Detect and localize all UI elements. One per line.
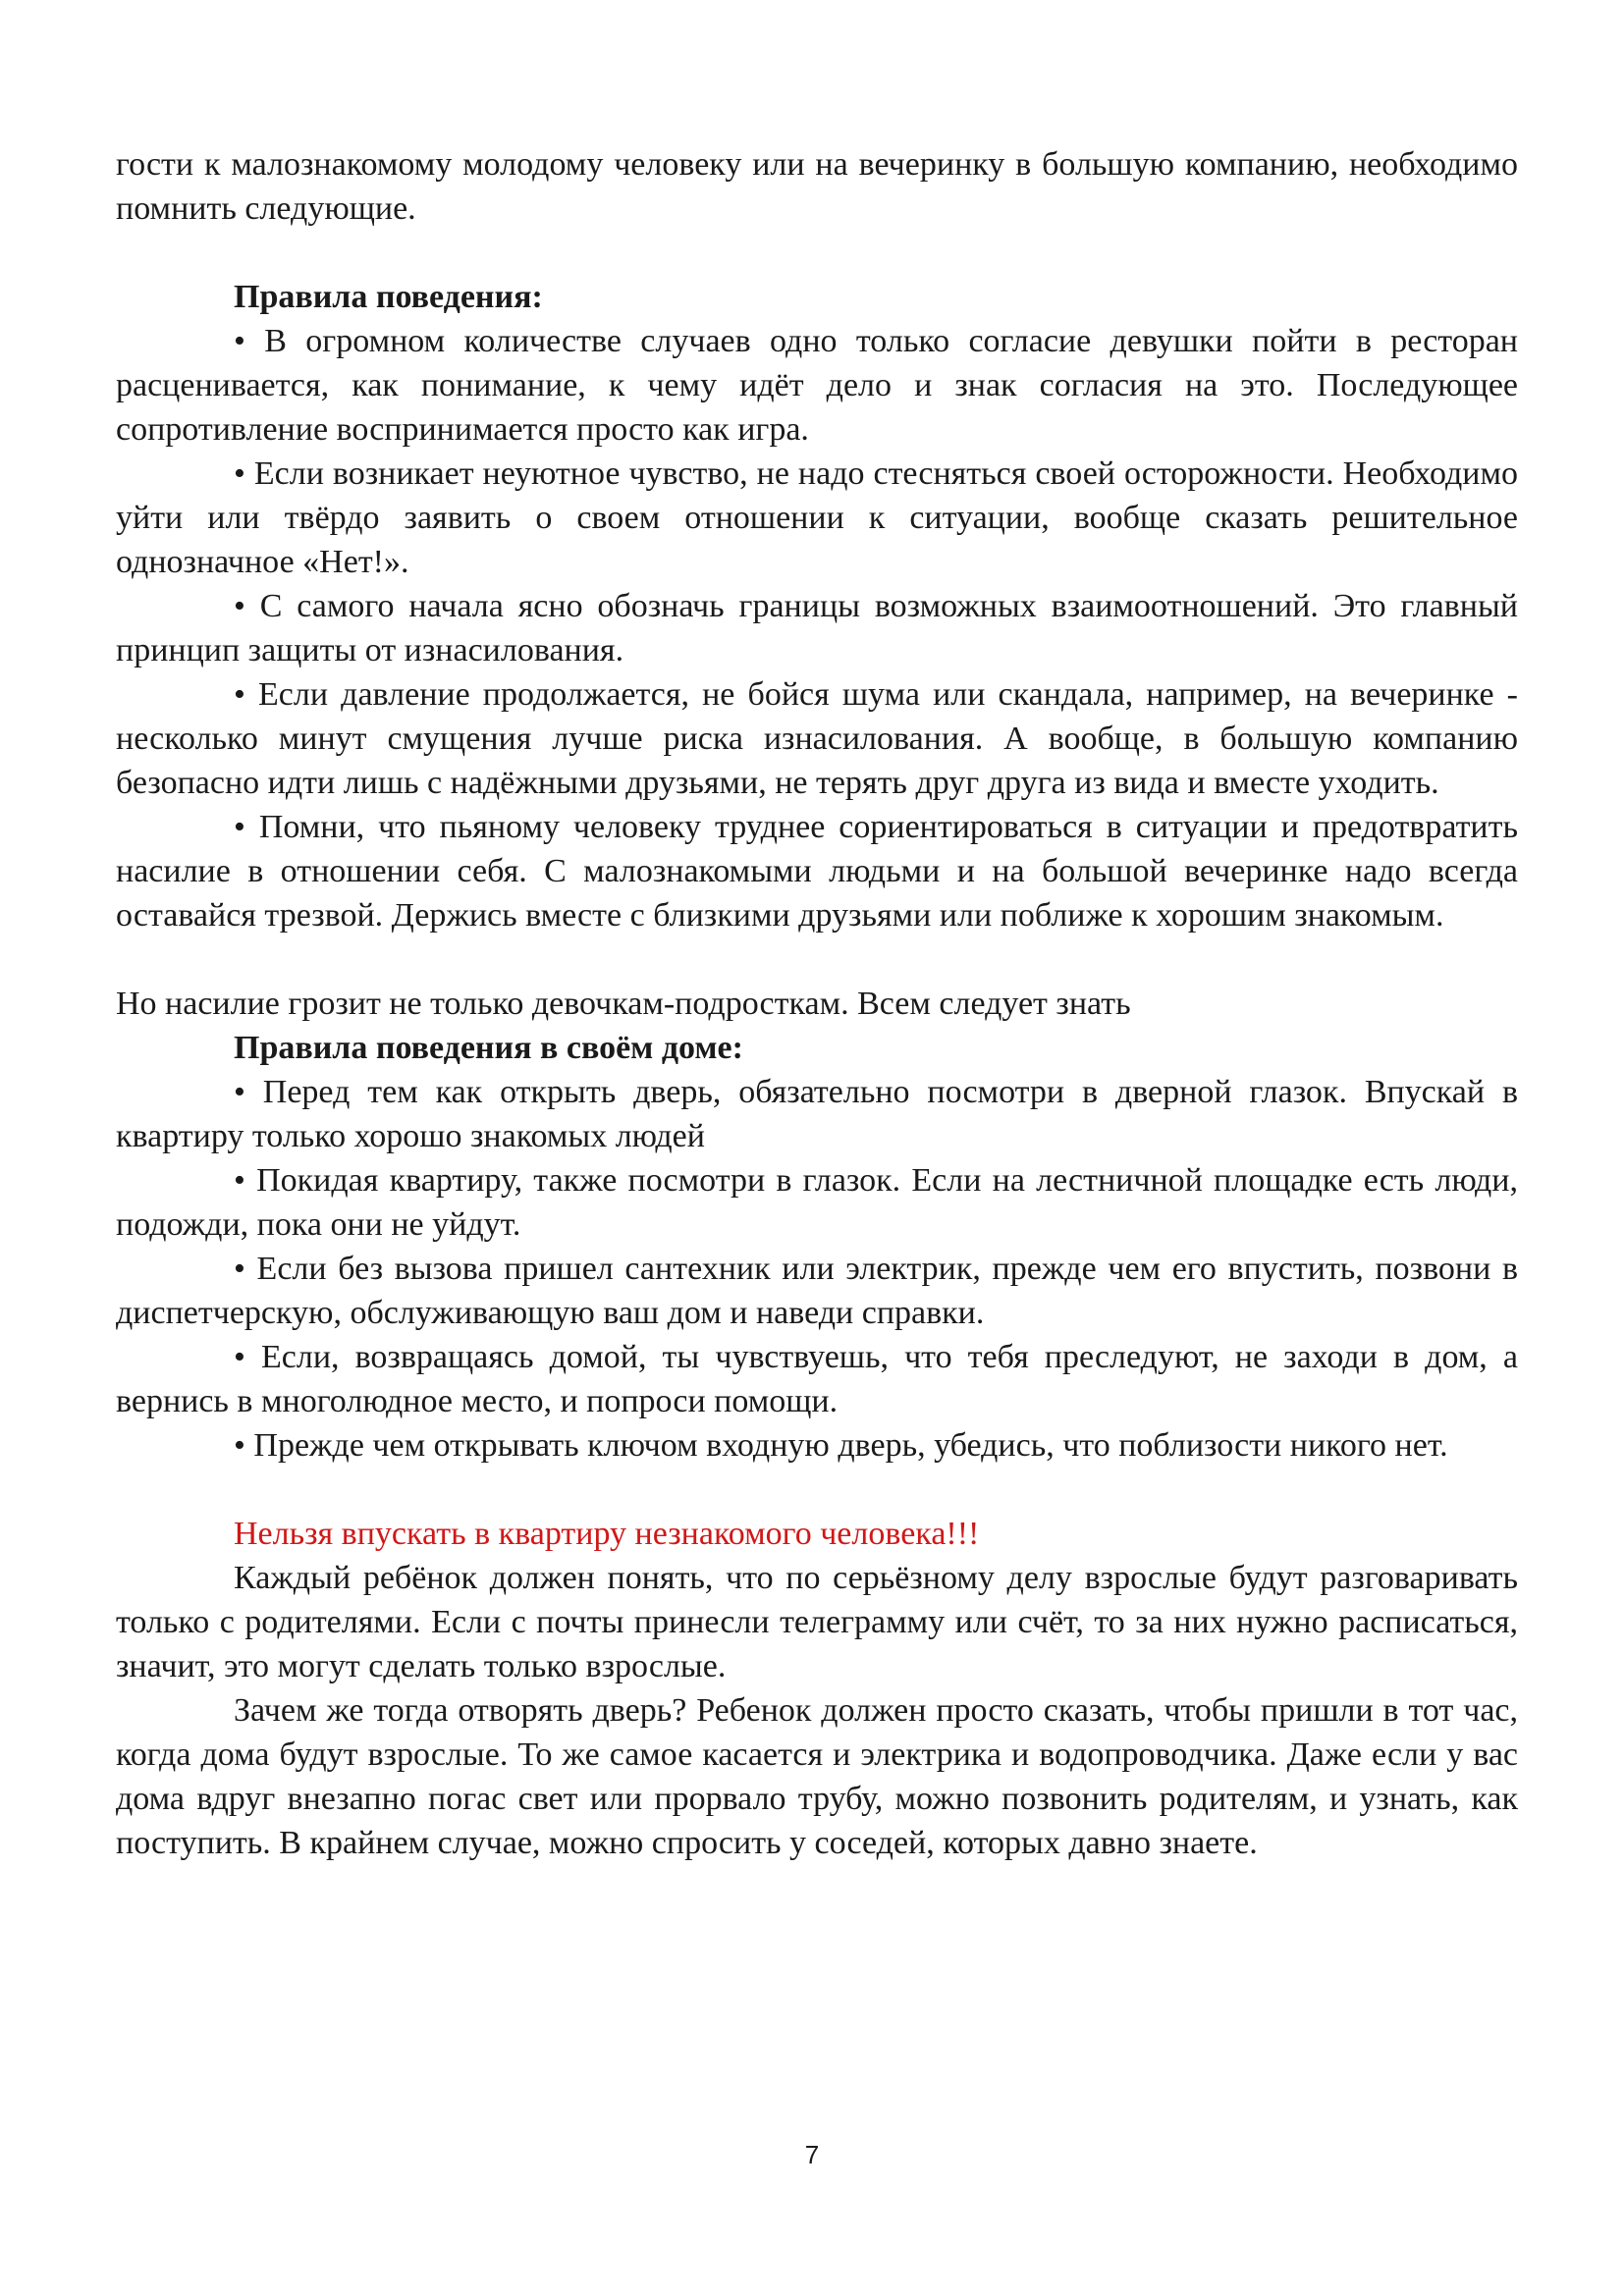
- rule-item: • С самого начала ясно обозначь границы возможных взаимоотношений. Это главный принцип защиты от изнасилования.: [116, 588, 1518, 668]
- spacer: [116, 1468, 1518, 1512]
- section-heading-behavior-rules: Правила поведения:: [234, 279, 543, 315]
- page-number: 7: [804, 2140, 820, 2169]
- closing-paragraph: Зачем же тогда отворять дверь? Ребенок должен просто сказать, чтобы пришли в тот час, когда дома будут взрослые. То же самое касается и электрика и водопроводчика. Даже если у вас дома вдруг внезапно погас свет или прорвало трубу, можно позвонить родителям, и узнать, как поступить. В крайнем случае, можно спросить у соседей, которых давно знаете.: [116, 1692, 1518, 1861]
- spacer: [116, 231, 1518, 275]
- closing-paragraph: Каждый ребёнок должен понять, что по серьёзному делу взрослые будут разговаривать только с родителями. Если с почты принесли телеграмму или счёт, то за них нужно расписаться, значит, это могут сделать только взрослые.: [116, 1560, 1518, 1684]
- intro-paragraph: гости к малознакомому молодому человеку или на вечеринку в большую компанию, необходимо помнить следующие.: [116, 146, 1518, 227]
- rule-item: • Если давление продолжается, не бойся шума или скандала, например, на вечеринке - несколько минут смущения лучше риска изнасилования. А вообще, в большую компанию безопасно идти лишь с надёжными друзьями, не терять друг друга из вида и вместе уходить.: [116, 676, 1518, 801]
- home-rule-item: • Прежде чем открывать ключом входную дверь, убедись, что поблизости никого нет.: [234, 1427, 1448, 1464]
- home-rule-item: • Перед тем как открыть дверь, обязательно посмотри в дверной глазок. Впускай в квартиру только хорошо знакомых людей: [116, 1074, 1518, 1154]
- section-heading-home-rules: Правила поведения в своём доме:: [234, 1030, 743, 1066]
- document-body: [116, 142, 1518, 1865]
- rule-item: • Помни, что пьяному человеку труднее сориентироваться в ситуации и предотвратить насилие в отношении себя. С малознакомыми людьми и на большой вечеринке надо всегда оставайся трезвой. Держись вместе с близкими друзьями или поближе к хорошим знакомым.: [116, 809, 1518, 934]
- rule-item: • В огромном количестве случаев одно только согласие девушки пойти в ресторан расценивается, как понимание, к чему идёт дело и знак согласия на это. Последующее сопротивление воспринимается просто как игра.: [116, 323, 1518, 448]
- transition-paragraph: Но насилие грозит не только девочкам-подросткам. Всем следует знать: [116, 986, 1131, 1022]
- rule-item: • Если возникает неуютное чувство, не надо стесняться своей осторожности. Необходимо уйти или твёрдо заявить о своем отношении к ситуации, вообще сказать решительное однозначное «Нет!».: [116, 455, 1518, 580]
- home-rule-item: • Если, возвращаясь домой, ты чувствуешь, что тебя преследуют, не заходи в дом, а вернись в многолюдное место, и попроси помощи.: [116, 1339, 1518, 1419]
- home-rule-item: • Покидая квартиру, также посмотри в глазок. Если на лестничной площадке есть люди, подожди, пока они не уйдут.: [116, 1162, 1518, 1243]
- spacer: [116, 937, 1518, 982]
- home-rule-item: • Если без вызова пришел сантехник или электрик, прежде чем его впустить, позвони в диспетчерскую, обслуживающую ваш дом и наведи справки.: [116, 1251, 1518, 1331]
- warning-text: Нельзя впускать в квартиру незнакомого человека!!!: [234, 1516, 980, 1552]
